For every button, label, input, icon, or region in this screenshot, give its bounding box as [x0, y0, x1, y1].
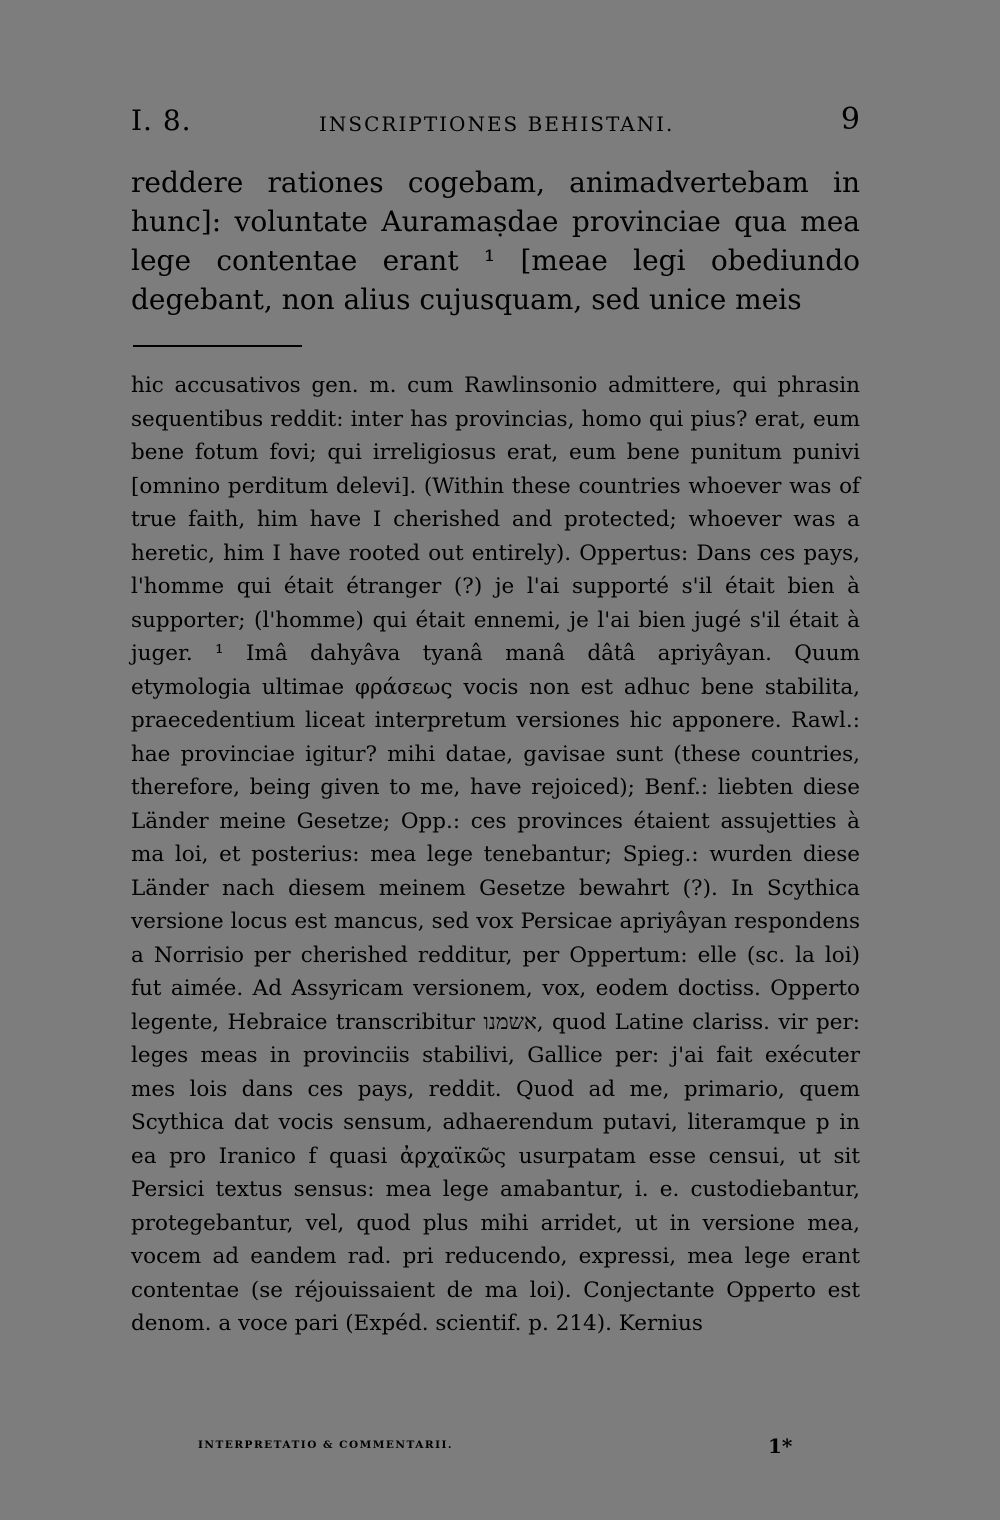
section-number: I. 8.: [131, 104, 192, 137]
main-text-block: reddere rationes cogebam, animadvertebam in hunc]: voluntate Auramaṣdae provinciae qua mea lege contentae erant ¹ [meae legi obediundo degebant, non alius cujusquam, sed unice meis: [131, 166, 860, 316]
signature-mark: 1*: [768, 1434, 793, 1458]
page-number: 9: [840, 102, 860, 137]
running-title: INSCRIPTIONES BEHISTANI.: [319, 112, 675, 136]
running-header: [131, 100, 860, 142]
footnote-rule: [133, 345, 302, 347]
signature-line: INTERPRETATIO & COMMENTARII.: [198, 1439, 454, 1451]
footnote-text-block: hic accusativos gen. m. cum Rawlinsonio admittere, qui phrasin sequentibus reddit: inter has provincias, homo qui pius? erat, eum bene fotum fovi; qui irreligiosus erat, eum bene punitum punivi [omnino perditum delevi]. (Within these countries whoever was of true faith, him have I cherished and protected; whoever was a heretic, him I have rooted out entirely). Oppertus: Dans ces pays, l'homme qui était étranger (?) je l'ai supporté s'il était bien à supporter; (l'homme) qui était ennemi, je l'ai bien jugé s'il était à juger. ¹ Imâ dahyâva tyanâ manâ dâtâ apriyâyan. Quum etymologia ultimae φράσεως vocis non est adhuc bene stabilita, praecedentium liceat interpretum versiones hic apponere. Rawl.: hae provinciae igitur? mihi datae, gavisae sunt (these countries, therefore, being given to me, have rejoiced); Benf.: liebten diese Länder meine Gesetze; Opp.: ces provinces étaient assujetties à ma loi, et posterius: mea lege tenebantur; Spieg.: wurden diese Länder nach diesem meinem Gesetze bewahrt (?). In Scythica versione locus est mancus, sed vox Persicae apriyâyan respondens a Norrisio per cherished redditur, per Oppertum: elle (sc. la loi) fut aimée. Ad Assyricam versionem, vox, eodem doctiss. Opperto legente, Hebraice transcribitur אשמנו, quod Latine clariss. vir per: leges meas in provinciis stabilivi, Gallice per: j'ai fait exécuter mes lois dans ces pays, reddit. Quod ad me, primario, quem Scythica dat vocis sensum, adhaerendum putavi, literamque p in ea pro Iranico f quasi ἀρχαϊκῶς usurpatam esse censui, ut sit Persici textus sensus: mea lege amabantur, i. e. custodiebantur, protegebantur, vel, quod plus mihi arridet, ut in versione mea, vocem ad eandem rad. pri reducendo, expressi, mea lege erant contentae (se réjouissaient de ma loi). Conjectante Opperto est denom. a voce pari (Expéd. scientif. p. 214). Kernius: [131, 373, 861, 1336]
